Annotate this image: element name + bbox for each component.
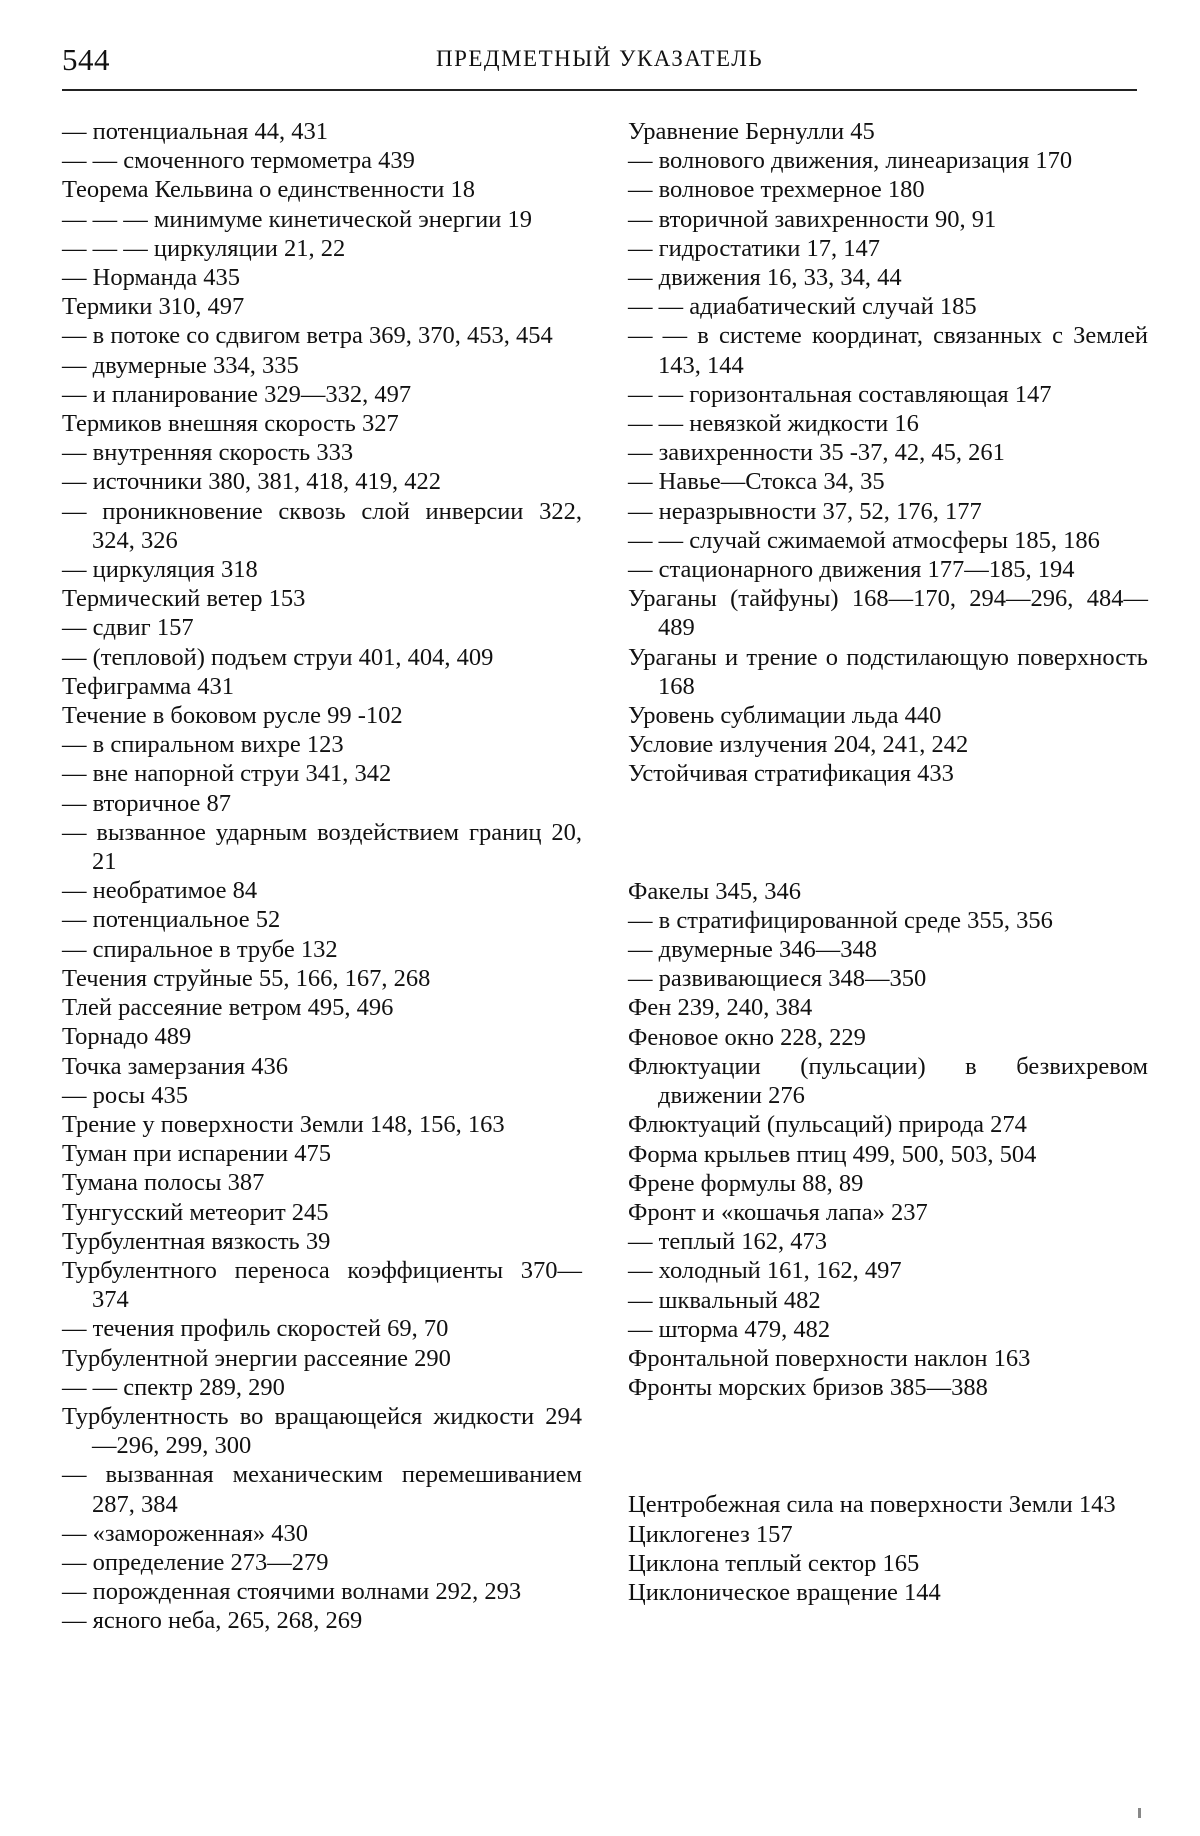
index-entry: — стационарного движения 177—185, 194 xyxy=(628,556,1075,584)
index-entry: — завихренности 35 -37, 42, 45, 261 xyxy=(628,439,1005,467)
index-entry: — — адиабатический случай 185 xyxy=(628,293,977,321)
index-entry: — спиральное в трубе 132 xyxy=(62,935,338,963)
index-entry: Френе формулы 88, 89 xyxy=(628,1169,864,1197)
index-entry: — — спектр 289, 290 xyxy=(62,1373,285,1401)
index-entry: — шквальный 482 xyxy=(628,1286,821,1314)
index-entry: Точка замерзания 436 xyxy=(62,1052,288,1080)
index-entry: — в стратифицированной среде 355, 356 xyxy=(628,906,1053,934)
section-ts xyxy=(628,1490,1148,1607)
page-header xyxy=(62,38,1137,90)
index-entry: — — в системе координат, связанных с Землей 143, 144 xyxy=(628,322,1148,379)
index-entry: Теорема Кельвина о единственности 18 xyxy=(62,176,475,204)
index-entry: — развивающиеся 348—350 xyxy=(628,965,927,993)
index-entry: — в спиральном вихре 123 xyxy=(62,731,344,759)
index-entry: — течения профиль скоростей 69, 70 xyxy=(62,1315,449,1343)
index-entry: — шторма 479, 482 xyxy=(628,1315,831,1343)
index-entry: — Навье—Стокса 34, 35 xyxy=(628,468,885,496)
index-entry: — «замороженная» 430 xyxy=(62,1519,309,1547)
index-entry: Флюктуации (пульсации) в безвихревом движении 276 xyxy=(628,1052,1148,1110)
index-entry: Условие излучения 204, 241, 242 xyxy=(628,731,969,759)
index-entry: — и планирование 329—332, 497 xyxy=(62,380,412,408)
index-entry: Фронт и «кошачья лапа» 237 xyxy=(628,1198,928,1226)
index-entry: — — смоченного термометра 439 xyxy=(62,147,415,175)
index-entry: — источники 380, 381, 418, 419, 422 xyxy=(62,468,442,496)
index-entry: — вторичной завихренности 90, 91 xyxy=(628,205,997,233)
index-entry: Фронтальной поверхности наклон 163 xyxy=(628,1344,1031,1372)
index-entry: — потенциальная 44, 431 xyxy=(62,118,328,145)
index-entry: Форма крыльев птиц 499, 500, 503, 504 xyxy=(628,1140,1037,1168)
index-entry: Течение в боковом русле 99 -102 xyxy=(62,702,403,730)
index-entry: Уровень сублимации льда 440 xyxy=(628,702,942,730)
index-entry: — определение 273—279 xyxy=(62,1548,329,1576)
index-entry: Турбулентного переноса коэффициенты 370—374 xyxy=(62,1256,582,1314)
index-entry: Тунгусский метеорит 245 xyxy=(62,1198,329,1226)
index-entry: Устойчивая стратификация 433 xyxy=(628,760,954,788)
index-entry: — — — минимуме кинетической энергии 19 xyxy=(62,205,532,233)
index-entry: Турбулентность во вращающейся жидкости 294—296, 299, 300 xyxy=(62,1402,582,1460)
index-entry: — движения 16, 33, 34, 44 xyxy=(628,264,902,292)
index-entry: — — случай сжимаемой атмосферы 185, 186 xyxy=(628,526,1100,554)
index-entry: — порожденная стоячими волнами 292, 293 xyxy=(62,1578,522,1606)
index-entry: Центробежная сила на поверхности Земли 143 xyxy=(628,1491,1116,1519)
index-entry: — двумерные 346—348 xyxy=(628,936,877,964)
index-entry: — росы 435 xyxy=(62,1081,188,1109)
index-entry: Уравнение Бернулли 45 xyxy=(628,118,875,145)
index-entry: Туман при испарении 475 xyxy=(62,1140,332,1168)
index-entry: — — — циркуляции 21, 22 xyxy=(62,234,346,262)
index-entry: Тефиграмма 431 xyxy=(62,672,234,700)
index-entry: — проникновение сквозь слой инверсии 322, 324, 326 xyxy=(62,497,582,554)
running-title: ПРЕДМЕТНЫЙ УКАЗАТЕЛЬ xyxy=(435,46,764,71)
index-entry: Течения струйные 55, 166, 167, 268 xyxy=(62,964,431,992)
index-entry: Фронты морских бризов 385—388 xyxy=(628,1374,988,1402)
index-entry: — сдвиг 157 xyxy=(62,614,194,642)
index-entry: Циклоническое вращение 144 xyxy=(628,1578,941,1606)
section-u xyxy=(628,117,1148,789)
index-entry: — холодный 161, 162, 497 xyxy=(628,1257,902,1285)
index-entry: Фен 239, 240, 384 xyxy=(628,994,813,1022)
scan-mark xyxy=(1138,1808,1141,1818)
index-entry: Турбулентной энергии рассеяние 290 xyxy=(62,1344,451,1372)
right-column xyxy=(628,117,1148,1607)
index-entry: — в потоке со сдвигом ветра 369, 370, 453, 454 xyxy=(62,322,553,350)
index-entry: — циркуляция 318 xyxy=(62,556,258,584)
index-entry: — потенциальное 52 xyxy=(62,906,281,934)
index-entry: Циклогенез 157 xyxy=(628,1520,793,1548)
index-entry: — вызванная механическим перемешиванием 287, 384 xyxy=(62,1461,582,1518)
index-entry: — (тепловой) подъем струи 401, 404, 409 xyxy=(62,643,494,671)
index-entry: Флюктуаций (пульсаций) природа 274 xyxy=(628,1111,1027,1139)
index-entry: Турбулентная вязкость 39 xyxy=(62,1227,331,1255)
index-entry: — ясного неба, 265, 268, 269 xyxy=(62,1607,363,1635)
index-entry: Торнадо 489 xyxy=(62,1023,192,1051)
index-entry: Ураганы (тайфуны) 168—170, 294—296, 484—489 xyxy=(628,585,1148,642)
index-entry: — — горизонтальная составляющая 147 xyxy=(628,380,1052,408)
index-entry: Трение у поверхности Земли 148, 156, 163 xyxy=(62,1110,505,1138)
index-entry: Термический ветер 153 xyxy=(62,585,306,613)
index-entry: — необратимое 84 xyxy=(62,877,258,905)
index-entry: — — невязкой жидкости 16 xyxy=(628,410,919,438)
index-entry: Ураганы и трение о подстилающую поверхность 168 xyxy=(628,643,1148,700)
page-number: 544 xyxy=(62,42,110,77)
index-entry: — двумерные 334, 335 xyxy=(62,351,299,379)
index-entry: — вне напорной струи 341, 342 xyxy=(62,760,392,788)
index-entry: — гидростатики 17, 147 xyxy=(628,234,880,262)
left-column xyxy=(62,117,582,1636)
index-entry: Тлей рассеяние ветром 495, 496 xyxy=(62,994,394,1022)
index-entry: Факелы 345, 346 xyxy=(628,877,801,905)
index-entry: — вторичное 87 xyxy=(62,789,232,817)
index-entry: Циклона теплый сектор 165 xyxy=(628,1549,920,1577)
index-entry: — волновое трехмерное 180 xyxy=(628,176,925,204)
index-entry: — волнового движения, линеаризация 170 xyxy=(628,147,1073,175)
index-entry: — внутренняя скорость 333 xyxy=(62,439,354,467)
index-entry: Термики 310, 497 xyxy=(62,293,245,321)
section-f xyxy=(628,877,1148,1403)
index-entry: — неразрывности 37, 52, 176, 177 xyxy=(628,497,982,525)
index-entry: — Норманда 435 xyxy=(62,264,240,292)
index-entry: Тумана полосы 387 xyxy=(62,1169,265,1197)
index-entry: — теплый 162, 473 xyxy=(628,1228,827,1256)
index-entry: — вызванное ударным воздействием границ 20, 21 xyxy=(62,818,582,876)
index-entry: Феновое окно 228, 229 xyxy=(628,1023,866,1051)
header-rule xyxy=(62,89,1137,91)
index-entry: Термиков внешняя скорость 327 xyxy=(62,410,399,438)
